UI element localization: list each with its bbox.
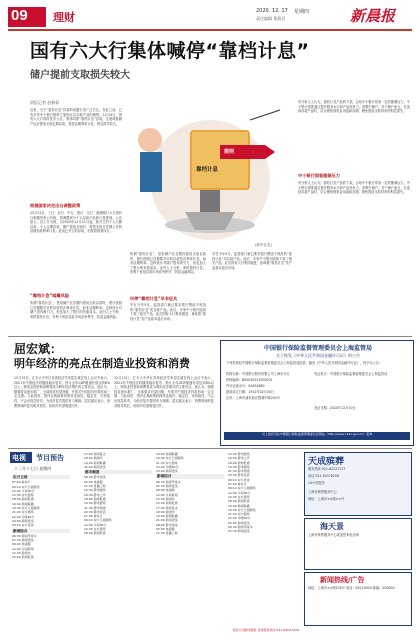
tv-line: 22:30 都市夜话 (84, 509, 106, 514)
tv-line: 19:00 新闻联播 (156, 514, 178, 519)
tv-title-2: 节目预告 (36, 454, 64, 462)
tv-line: 12:00 午间新闻 (12, 546, 34, 551)
tv-line: 09:00 电视剧 (12, 542, 31, 547)
lead-title: 国有六大行集体喊停“靠档计息” (30, 40, 310, 62)
tv-line: 12:30 东方剧场 (228, 494, 250, 499)
lead-para-3b: 所谓“靠档计息”，是指储户在存期内提前支取存款时，银行按照已存期限对应的存款档次利率计息，而非活期利率。这种设计对储户很有吸引力，但也加大了银行的负债成本。业内人士分析，叫停靠档计息，有利于规范存款市场竞争秩序，防范金融风险。 (130, 252, 206, 275)
tv-line: 07:00 看东方 (12, 480, 31, 485)
tv-line: 15:00 新闻报道 (12, 555, 34, 560)
tv-line: 19:30 东方卫视剧场 (156, 456, 184, 461)
tv-line: 16:30 都市之声 (84, 492, 106, 497)
tv-line: 12:00 午间30分 (84, 522, 107, 527)
tv-line: 00:10 东方夜谈 (228, 477, 250, 482)
tv-line: 12:30 都市剧场 (228, 452, 250, 456)
tv-line: 21:30 都市频道 (84, 505, 106, 510)
tv-line: 09:00 电视剧 (84, 479, 103, 484)
tv-line: 21:30 都市频道 (228, 469, 250, 474)
lead-para-4b: 早在今年5月，监管部门就已要求银行整改不规范的“靠档计息”类存款产品。此后，多家中小银行陆续下架了相关产品。此次国有大行集体跟进，意味着“靠档计息”类产品基本退出市场。 (212, 252, 292, 270)
tv-line: 18:00 新闻坊 (156, 509, 175, 514)
tv-line: 06:30 新闻早班车 (12, 533, 37, 538)
tv-line: 19:00 新闻联播 (228, 503, 250, 508)
section-name: 理财 (53, 11, 75, 24)
lead-para-2: 12月11日，工行、农行、中行、建行、交行、邮储银行六大国有行相继发布公告称，将调整部分个人存款产品的计息规则。公告显示，以工行为例，自2020年12月21日起，新开立的个人大额存单、个人定期存款，储户提前支取时，将按支取日挂牌公告的活期存款利率计息；此前已开立的存款，仍按原规则执行。 (30, 211, 122, 234)
tv-channel-3: 都市频道 (84, 470, 152, 474)
notice-row-2: 许可证流水号：00634860 (226, 384, 265, 388)
notice-row-4: 住所：上海市浦东新区银城中路200号 (226, 396, 280, 400)
lead-para-1: 近来，关于“靠档计息”存款的话题引发广泛关注。在此之前，已有多家中小银行暂停了靠档计息存款产品的销售。12月9日，国有六大行同时发布公告，集体叫停“靠档计息”存款。这意味着储户以后提前支取定期存款，将按活期利率计息，利息损失较大。 (30, 108, 122, 126)
tv-line: 21:20 东方剧场 (228, 512, 250, 517)
tv-col-4 (228, 452, 298, 534)
tv-line: 18:00 新闻报道 (228, 499, 250, 504)
tv-line: 22:30 都市夜话 (228, 473, 250, 478)
cartoon-illustration (130, 100, 290, 250)
tv-line: 19:00 新闻联播 (12, 501, 34, 506)
tv-line: 12:30 东方剧场 (12, 493, 34, 498)
lead-para-4: 早在今年5月，监管部门就已要求银行整改不规范的“靠档计息”类存款产品。此后，多家中小银行陆续下架了相关产品。此次国有大行集体跟进，意味着“靠档计息”类产品基本退出市场。 (130, 303, 206, 321)
notice-subtitle: 关于换发《中华人民共和国金融许可证》的公告 (276, 353, 360, 358)
tv-line: 08:00 都市热线 (84, 475, 106, 480)
ad-promo: 上海市殡葬服务中心欢迎您来电咨询 (308, 533, 359, 537)
tv-line: 00:10 东方夜谈 (12, 523, 34, 528)
tv-line: 16:30 都市之声 (228, 456, 250, 461)
notice-row-0: 机构名称：中国银行股份有限公司上海市分行 (226, 372, 290, 376)
tv-channel-4: 新闻综合 (156, 474, 224, 478)
tv-line: 19:30 东方卫视剧场 (12, 506, 40, 511)
tv-line: 12:00 午间新闻 (156, 492, 178, 497)
second-title-prefix: 屈宏斌： (14, 342, 63, 356)
tv-line: 23:00 新闻夜线 (156, 469, 178, 474)
tv-line: 11:30 直播上海 (156, 531, 178, 536)
cartoon-sign-top: 定期存款 (196, 111, 217, 117)
tv-channel-2: 新闻综合 (12, 529, 70, 533)
tv-line: 18:00 新闻坊 (84, 456, 103, 461)
cartoon-sign-bottom: 靠档计息 (196, 167, 219, 173)
header-rule (8, 29, 412, 31)
tv-line: 21:00 新闻夜线 (84, 464, 106, 469)
tv-line: 19:00 新闻联播 (156, 452, 178, 456)
lead-byline: 晨报记者 赵新彩 (30, 100, 60, 105)
tv-line: 19:30 都市剧场 (228, 464, 250, 469)
tv-channel-1: 东方卫视 (12, 475, 70, 479)
tv-line: 09:10 东方卫视剧场 (12, 484, 40, 489)
tv-line: 11:30 直播上海 (84, 484, 106, 489)
tv-line: 21:20 东方剧场 (156, 460, 178, 465)
section-divider (8, 336, 412, 337)
tv-line: 12:00 午间30分 (228, 490, 251, 495)
tv-line: 12:30 新闻坊 (12, 551, 31, 556)
ad-line-4: 地址：上海市××路××号 (308, 497, 345, 501)
lead-subhead-3: 叫停“靠档计息”早有征兆 (130, 296, 178, 301)
tv-date: 十二月十七日 星期四 (14, 466, 52, 471)
notice-row-3: 批准成立日期：1912年02月05日 (226, 390, 275, 394)
lead-subhead-1: 根据国家决定出台调整政策 (30, 203, 81, 208)
tv-line: 09:00 电视剧 (156, 527, 175, 532)
ad-promo-title: 海天景 (320, 522, 344, 531)
tv-line: 09:10 东方卫视剧场 (228, 486, 256, 491)
tv-title: 电视 (12, 454, 26, 462)
tv-line: 18:00 新闻报道 (228, 460, 250, 465)
second-para-b: 12月15日，汇丰大中华区首席经济学家屈宏斌在线上会议中表示，2021年中国经济将继续稳步复苏，预计全年GDP增速有望达到8%以上。制造业投资和消费将成为明年经济增长的主要亮点。他认为，随着疫苗逐步推广，全球需求有望回暖，外需对中国经济仍将形成一定支撑。与此同时，国内宏观政策将保持连续性、稳定性、可持续性，不会出现急转弯，为经济复苏提供有力保障。屈宏斌还表示，消费领域的复苏相对滞后，但明年有望明显回升。 (114, 376, 214, 408)
tv-col-3 (156, 452, 224, 536)
lead-subhead-2: “靠档计息”暗藏风险 (30, 293, 70, 298)
tv-line: 07:00 看东方 (228, 482, 247, 487)
ad-line-1: 电话 021-54378208 (308, 474, 339, 478)
tv-line: 15:00 新闻报道 (156, 501, 178, 506)
tv-line: 07:30 新闻夜线 (12, 538, 34, 543)
ad-footer-title: 新闻热线/广告 (320, 576, 365, 584)
header-editor: 责任编辑 郑燕君 (256, 16, 286, 21)
brand-logo: 新晨报 (350, 7, 396, 25)
lead-para-3: 所谓“靠档计息”，是指储户在存期内提前支取存款时，银行按照已存期限对应的存款档次利率计息，而非活期利率。这种设计对储户很有吸引力，但也加大了银行的负债成本。业内人士分析，叫停靠档计息，有利于规范存款市场竞争秩序，防范金融风险。 (30, 301, 122, 319)
tv-line: 21:00 新闻夜线 (156, 518, 178, 523)
lead-para-5: 有分析人士认为，靠档计息产品的下架，会给中小银行带来一定的揽储压力，中小银行需要通过提升服务水平和产品竞争力，来吸引储户。对于储户而言，在选择存款产品时，应合理规划资金用途和存期，避免提前支取带来的利息损失。 (298, 100, 410, 114)
bottom-notice: 欢迎订阅新闻晨报 读者服务热线 021-6800 5000 (232, 628, 300, 632)
notice-title: 中国银行保险监督管理委员会上海监管局 (263, 345, 372, 352)
notice-body: 下列机构经中国银行保险监督管理委员会上海监管局批准，换发《中华人民共和国金融许可证》，现予以公告： (226, 361, 383, 365)
notice-footer: 以上信息可在中国银行保险监督管理委员会网站（http://www.cbirc.gov.cn）查询 (224, 432, 410, 440)
tv-line: 18:00 新闻报道 (84, 496, 106, 501)
second-para: 12月15日，汇丰大中华区首席经济学家屈宏斌在线上会议中表示，2021年中国经济将继续稳步复苏，预计全年GDP增速有望达到8%以上。制造业投资和消费将成为明年经济增长的主要亮点。他认为，随着疫苗逐步推广，全球需求有望回暖，外需对中国经济仍将形成一定支撑。与此同时，国内宏观政策将保持连续性、稳定性、可持续性，不会出现急转弯，为经济复苏提供有力保障。屈宏斌还表示，消费领域的复苏相对滞后，但明年有望明显回升。 (14, 376, 110, 408)
page-number: 09 (11, 7, 28, 24)
tv-line: 09:10 东方卫视剧场 (84, 518, 112, 523)
ad-footer: 地址：上海市××路100号 电话：63213000 邮编：200000 (308, 586, 395, 590)
tv-line: 17:00 新闻直击 (156, 505, 178, 510)
tv-line: 07:00 看东方 (84, 514, 103, 519)
tv-col-1 (12, 474, 70, 560)
cartoon-caption: (新华社发) (255, 243, 272, 247)
notice-row-5: 发证机关：中国银行保险监督管理委员会上海监管局 (314, 372, 388, 376)
tv-line: 21:20 东方剧场 (12, 510, 34, 515)
notice-row-1: 机构编码：B0003S231000001 (226, 378, 273, 382)
section-divider-2 (8, 448, 412, 449)
tv-line: 22:00 今晚60分 (156, 464, 179, 469)
tv-line: 07:30 新闻夜线 (228, 529, 250, 534)
tv-line: 22:00 今晚60分 (228, 516, 251, 521)
lead-subhead-4: 中小银行面临揽储压力 (298, 173, 340, 178)
notice-row-6: 发证日期：2020年12月10日 (314, 406, 356, 410)
tv-line: 18:00 新闻报道 (84, 531, 106, 536)
ad-line-2: 24小时服务 (308, 481, 325, 485)
tv-line: 23:00 新闻夜线 (12, 518, 34, 523)
tv-line: 12:30 都市剧场 (84, 488, 106, 493)
tv-line: 12:30 新闻坊 (156, 496, 175, 501)
lead-subtitle: 储户提前支取损失较大 (30, 70, 130, 81)
tv-line: 06:30 新闻早班车 (228, 525, 253, 530)
ad-name: 天成殡葬 (308, 457, 345, 467)
header-date: 2020. 12. 17 (256, 8, 288, 14)
tv-line: 22:00 今晚60分 (12, 514, 35, 519)
tv-line: 12:30 东方剧场 (84, 527, 106, 532)
tv-line: 09:00 电视剧 (156, 488, 175, 493)
tv-line: 07:30 新闻夜线 (156, 484, 178, 489)
lead-para-5b: 有分析人士认为，靠档计息产品的下架，会给中小银行带来一定的揽储压力，中小银行需要通过提升服务水平和产品竞争力，来吸引储户。对于储户而言，在选择存款产品时，应合理规划资金用途和存期，避免提前支取带来的利息损失。 (298, 181, 410, 195)
tv-col-2 (84, 452, 152, 536)
tv-line: 08:00 都市热线 (156, 522, 178, 527)
tv-line: 19:00 新闻联播 (84, 460, 106, 465)
tv-line: 19:30 都市剧场 (84, 501, 106, 506)
tv-line: 17:00 新闻直击 (84, 452, 106, 456)
ad-line-3: 上海市殡葬服务中心 (308, 490, 337, 494)
second-title: 明年经济的亮点在制造业投资和消费 (14, 357, 190, 370)
tv-line: 18:00 新闻报道 (12, 497, 34, 502)
header-weekday: 星期四 (294, 9, 310, 15)
tv-line: 23:00 新闻夜线 (228, 520, 250, 525)
tv-line: 12:00 午间30分 (12, 488, 35, 493)
cartoon-sign-arrow: 规则 (224, 149, 235, 155)
tv-line: 06:30 新闻早班车 (156, 479, 181, 484)
ad-line-0: 服务热线 021-62221717 (308, 467, 346, 471)
tv-line: 19:30 东方卫视剧场 (228, 507, 256, 512)
